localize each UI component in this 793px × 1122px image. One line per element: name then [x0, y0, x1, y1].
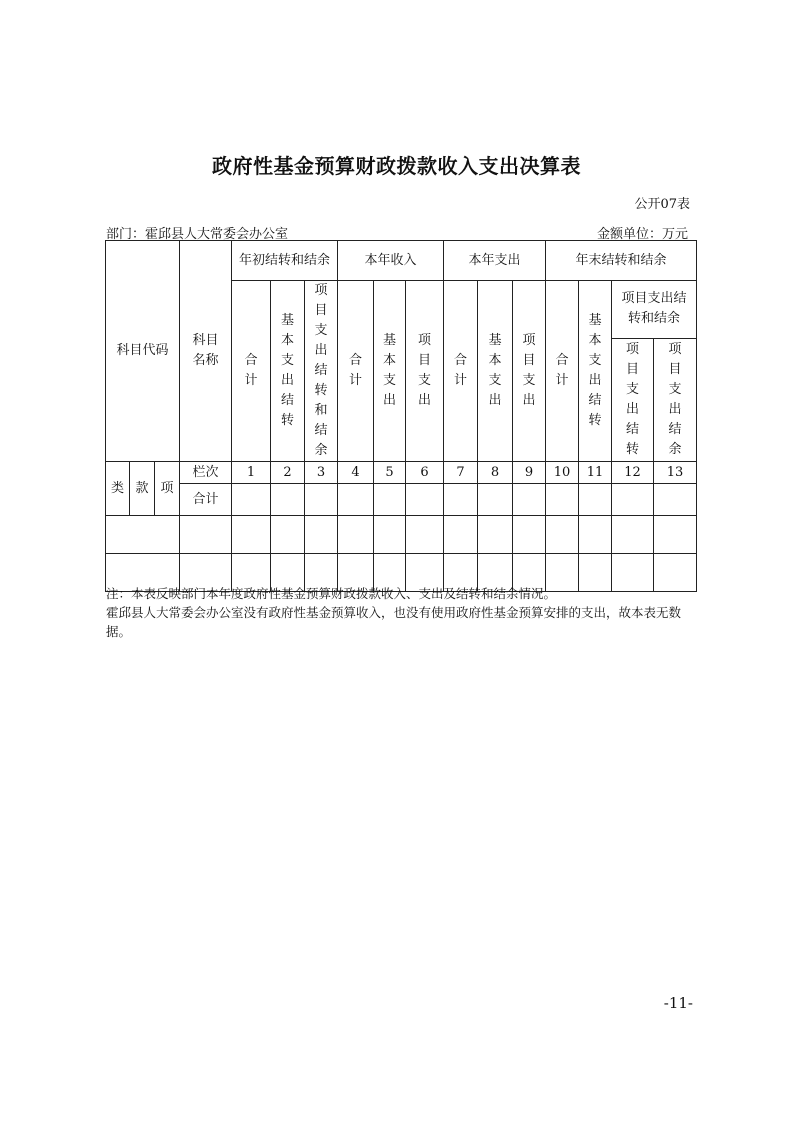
header-income-total: 合计 — [338, 281, 374, 462]
header-expense-project: 项目支出 — [513, 281, 546, 462]
header-income: 本年收入 — [338, 241, 444, 281]
empty-cell — [338, 516, 374, 554]
header-lei: 类 — [106, 462, 130, 516]
header-closing-total: 合计 — [546, 281, 579, 462]
header-closing-project-balance: 项目支出结余 — [654, 338, 697, 461]
note-line: 霍邱县人大常委会办公室没有政府性基金预算收入，也没有使用政府性基金预算安排的支出，故本表无数据。 — [106, 605, 682, 639]
empty-cell — [579, 516, 612, 554]
header-opening-project: 项目支出结转和结余 — [305, 281, 338, 462]
column-number: 12 — [612, 462, 654, 484]
header-expense-total: 合计 — [444, 281, 478, 462]
header-xiang: 项 — [155, 462, 180, 516]
header-subject-name: 科目名称 — [180, 241, 232, 462]
table-row — [106, 516, 697, 554]
sum-cell — [444, 484, 478, 516]
header-kuan: 款 — [130, 462, 155, 516]
sum-cell — [305, 484, 338, 516]
sum-cell — [612, 484, 654, 516]
notes — [106, 584, 696, 641]
empty-cell — [232, 516, 271, 554]
budget-table — [105, 240, 697, 592]
empty-cell — [374, 516, 406, 554]
header-closing-project-group: 项目支出结转和结余 — [612, 281, 697, 339]
sum-cell — [271, 484, 305, 516]
header-opening-total: 合计 — [232, 281, 271, 462]
column-number: 2 — [271, 462, 305, 484]
sum-cell — [478, 484, 513, 516]
sum-cell — [546, 484, 579, 516]
empty-cell — [546, 516, 579, 554]
empty-cell — [406, 516, 444, 554]
empty-cell — [106, 516, 180, 554]
empty-cell — [612, 516, 654, 554]
empty-cell — [444, 516, 478, 554]
table-number: 公开07表 — [634, 197, 690, 212]
column-number: 1 — [232, 462, 271, 484]
header-closing-project-carry: 项目支出结转 — [612, 338, 654, 461]
column-number: 3 — [305, 462, 338, 484]
header-subject-code: 科目代码 — [106, 241, 180, 462]
empty-cell — [305, 516, 338, 554]
sum-cell — [338, 484, 374, 516]
header-opening-basic: 基本支出结转 — [271, 281, 305, 462]
note-line: 注：本表反映部门本年度政府性基金预算财政拨款收入、支出及结转和结余情况。 — [106, 586, 557, 601]
page-title: 政府性基金预算财政拨款收入支出决算表 — [212, 154, 581, 178]
header-closing: 年末结转和结余 — [546, 241, 697, 281]
page-number: -11- — [663, 994, 693, 1012]
sum-cell — [513, 484, 546, 516]
column-number: 7 — [444, 462, 478, 484]
sum-cell — [232, 484, 271, 516]
column-number: 6 — [406, 462, 444, 484]
empty-cell — [271, 516, 305, 554]
department-label: 部门：霍邱县人大常委会办公室 — [106, 227, 289, 242]
unit-label: 金额单位：万元 — [596, 227, 688, 242]
empty-cell — [513, 516, 546, 554]
column-number: 5 — [374, 462, 406, 484]
header-opening: 年初结转和结余 — [232, 241, 338, 281]
sum-cell — [406, 484, 444, 516]
header-income-project: 项目支出 — [406, 281, 444, 462]
column-number: 10 — [546, 462, 579, 484]
column-number: 9 — [513, 462, 546, 484]
empty-cell — [654, 516, 697, 554]
sum-cell — [654, 484, 697, 516]
column-number: 13 — [654, 462, 697, 484]
empty-cell — [180, 516, 232, 554]
empty-cell — [478, 516, 513, 554]
column-number: 4 — [338, 462, 374, 484]
header-closing-basic: 基本支出结转 — [579, 281, 612, 462]
header-income-basic: 基本支出 — [374, 281, 406, 462]
header-expense: 本年支出 — [444, 241, 546, 281]
column-label: 栏次 — [180, 462, 232, 484]
sum-cell — [374, 484, 406, 516]
column-number: 8 — [478, 462, 513, 484]
sum-label: 合计 — [180, 484, 232, 516]
column-number: 11 — [579, 462, 612, 484]
header-expense-basic: 基本支出 — [478, 281, 513, 462]
sum-cell — [579, 484, 612, 516]
